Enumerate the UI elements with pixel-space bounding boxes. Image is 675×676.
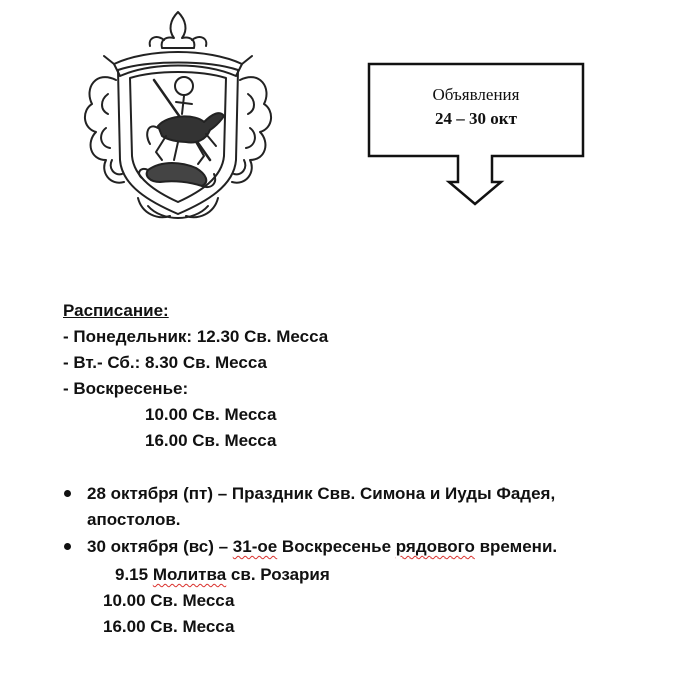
event-1-line-2: апостолов.	[87, 510, 181, 529]
event-2-time-word: времени.	[474, 537, 558, 556]
event-2-rosary-time: 9.15	[115, 565, 153, 584]
event-2-rosary-end: св. Розария	[226, 565, 330, 584]
event-2-sunday-word: Воскресенье	[277, 537, 396, 556]
st-george-emblem	[78, 10, 278, 225]
event-2-mass-2: 16.00 Св. Месса	[103, 617, 235, 636]
event-1-line-1: 28 октября (пт) – Праздник Свв. Симона и Иуды Фадея,	[87, 484, 556, 503]
schedule-sunday: - Воскресенье:	[63, 379, 189, 398]
event-2-mass-1: 10.00 Св. Месса	[103, 591, 235, 610]
event-2-line-1	[87, 537, 557, 557]
announcement-callout-box	[367, 62, 585, 208]
event-2-rosary-prayer: Молитва	[152, 565, 227, 584]
schedule-monday: - Понедельник: 12.30 Св. Месса	[63, 327, 329, 346]
event-2-date: 30 октября (вс) –	[87, 537, 233, 556]
event-2-rosary	[115, 565, 330, 585]
event-2-ordinal: 31-ое	[232, 537, 278, 556]
announcements-title: Объявления	[432, 85, 520, 104]
schedule-heading: Расписание:	[63, 301, 169, 320]
announcements-dates: 24 – 30 окт	[435, 109, 517, 128]
schedule-tue-sat: - Вт.- Сб.: 8.30 Св. Месса	[63, 353, 267, 372]
event-2-ordinary-word: рядового	[395, 537, 475, 556]
schedule-sunday-mass-2: 16.00 Св. Месса	[145, 431, 277, 450]
bullet-icon	[64, 543, 71, 550]
schedule-sunday-mass-1: 10.00 Св. Месса	[145, 405, 277, 424]
bullet-icon	[64, 490, 71, 497]
